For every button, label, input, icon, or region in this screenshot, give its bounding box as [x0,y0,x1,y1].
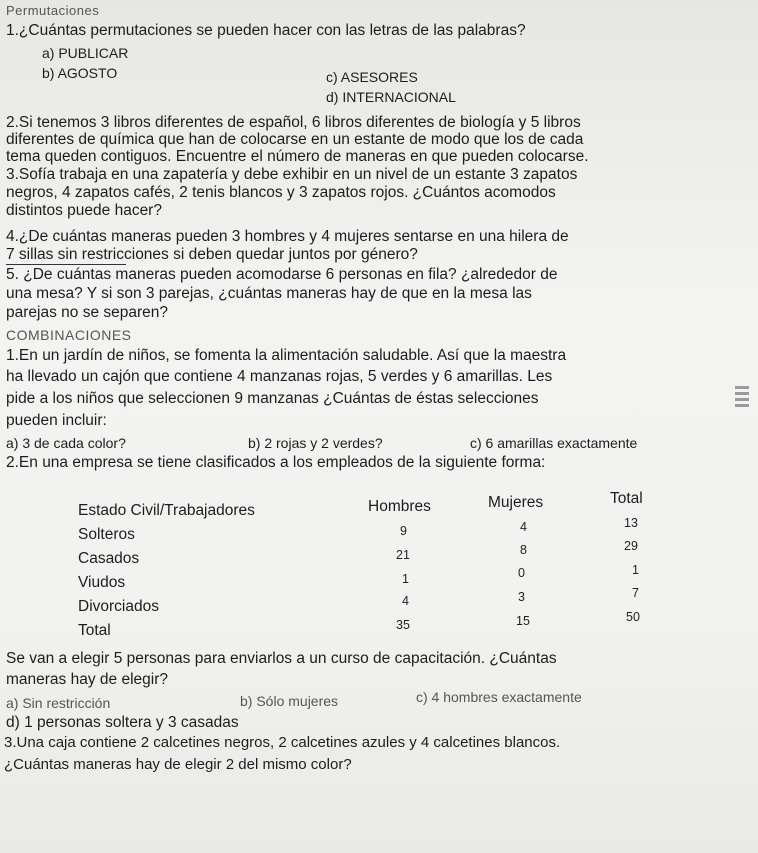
comb-2-question-line-1: Se van a elegir 5 personas para enviarlos a un curso de capacitación. ¿Cuántas [6,650,557,667]
question-3-line-3: distintos puede hacer? [6,202,162,219]
table-cell-total: 50 [626,610,640,624]
section-title-combinaciones: COMBINACIONES [6,327,132,343]
table-row-label: Solteros [78,526,135,543]
comb-3-line-2: ¿Cuántas maneras hay de elegir 2 del mismo color? [4,756,352,773]
section-title-permutaciones: Permutaciones [6,3,100,18]
divider-line [6,264,126,265]
question-4-line-1: 4.¿De cuántas maneras pueden 3 hombres y 4 mujeres sentarse en una hilera de [6,228,569,245]
table-cell-total: 29 [624,539,638,553]
q1-option-a: a) PUBLICAR [42,45,129,61]
question-1-text: 1.¿Cuántas permutaciones se pueden hacer con las letras de las palabras? [6,22,526,39]
comb-2-intro: 2.En una empresa se tiene clasificados a los empleados de la siguiente forma: [6,454,546,471]
comb-2-question-line-2: maneras hay de elegir? [6,671,168,688]
question-2-line-2: diferentes de química que han de colocarse en un estante de modo que los de cada [6,131,584,148]
table-cell-hombres: 1 [402,572,409,586]
question-5-line-2: una mesa? Y si son 3 parejas, ¿cuántas maneras hay de que en la mesa las [6,285,532,302]
table-row-label: Divorciados [78,598,159,615]
bleed-through-mark [735,383,749,423]
question-5-line-1: 5. ¿De cuántas maneras pueden acomodarse 6 personas en fila? ¿alrededor de [6,266,558,283]
table-cell-mujeres: 15 [516,614,530,628]
comb-3-line-1: 3.Una caja contiene 2 calcetines negros, 2 calcetines azules y 4 calcetines blancos. [4,734,561,751]
table-cell-total: 1 [632,563,639,577]
table-header-total: Total [610,490,643,507]
table-cell-mujeres: 0 [518,566,525,580]
question-2-line-1: 2.Si tenemos 3 libros diferentes de español, 6 libros diferentes de biología y 5 libros [6,114,581,131]
comb-2-option-b: b) Sólo mujeres [240,693,339,709]
comb-1-option-a: a) 3 de cada color? [6,435,126,451]
comb-2-option-a: a) Sin restricción [6,695,111,711]
question-2-line-3: tema queden contiguos. Encuentre el número de maneras en que pueden colocarse. [6,148,589,165]
table-header-estado: Estado Civil/Trabajadores [78,502,255,519]
comb-1-option-c: c) 6 amarillas exactamente [470,435,638,451]
q1-option-b: b) AGOSTO [42,65,118,81]
comb-1-line-1: 1.En un jardín de niños, se fomenta la alimentación saludable. Así que la maestra [6,347,567,364]
comb-1-line-2: ha llevado un cajón que contiene 4 manzanas rojas, 5 verdes y 6 amarillas. Les [6,368,553,385]
table-cell-mujeres: 8 [520,543,527,557]
table-cell-total: 7 [632,586,639,600]
comb-1-option-b: b) 2 rojas y 2 verdes? [248,435,383,451]
q1-option-c: c) ASESORES [326,69,418,85]
table-cell-mujeres: 3 [518,590,525,604]
table-cell-hombres: 9 [400,524,407,538]
question-3-line-2: negros, 4 zapatos cafés, 2 tenis blancos y 3 zapatos rojos. ¿Cuántos acomodos [6,184,556,201]
table-row-label: Casados [78,550,140,567]
table-cell-mujeres: 4 [520,520,527,534]
table-header-hombres: Hombres [368,498,431,515]
comb-2-option-d: d) 1 personas soltera y 3 casadas [6,714,239,731]
table-header-mujeres: Mujeres [488,494,544,511]
question-3-line-1: 3.Sofía trabaja en una zapatería y debe exhibir en un nivel de un estante 3 zapatos [6,166,578,183]
question-5-line-3: parejas no se separen? [6,304,169,321]
question-4-line-2: 7 sillas sin restricciones si deben quedar juntos por género? [6,246,418,263]
q1-option-d: d) INTERNACIONAL [326,89,456,105]
table-cell-hombres: 35 [396,618,410,632]
comb-2-option-c: c) 4 hombres exactamente [416,689,582,705]
table-cell-hombres: 21 [396,548,410,562]
comb-1-line-4: pueden incluir: [6,412,107,429]
table-row-label: Viudos [78,574,126,591]
table-cell-hombres: 4 [402,594,409,608]
table-row-label: Total [78,622,111,639]
comb-1-line-3: pide a los niños que seleccionen 9 manzanas ¿Cuántas de éstas selecciones [6,390,539,407]
table-cell-total: 13 [624,516,638,530]
